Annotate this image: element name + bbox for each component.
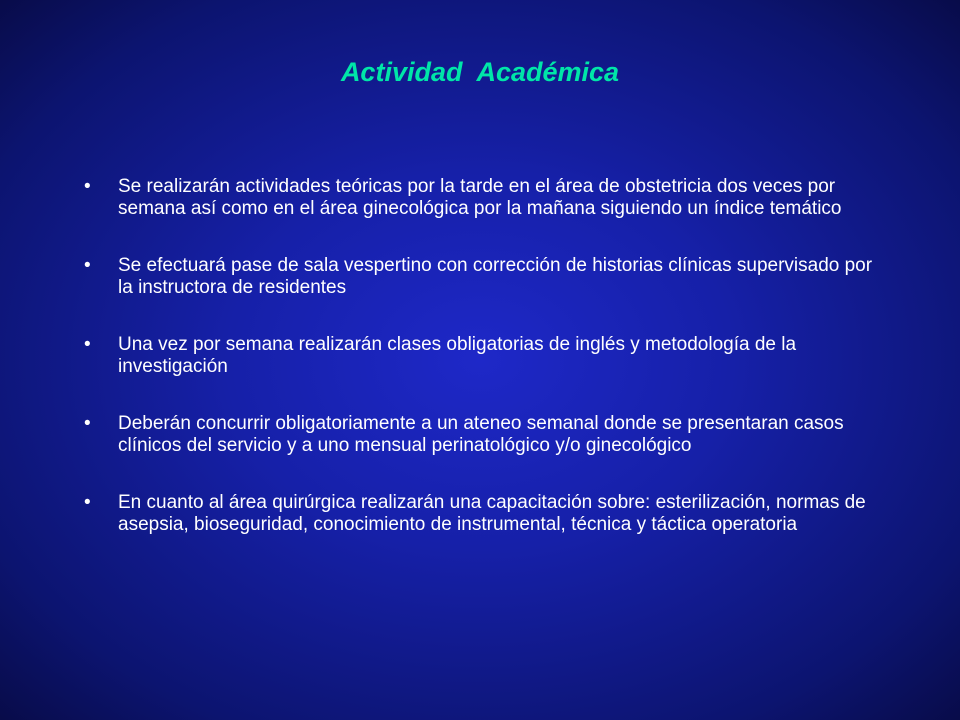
- bullet-item-4: [84, 413, 884, 457]
- bullet-text: Deberán concurrir obligatoriamente a un ateneo semanal donde se presentaran casos clínicos del servicio y a uno mensual perinatológico y/o ginecológico: [118, 413, 844, 456]
- bullet-dot-icon: •: [84, 255, 91, 276]
- bullet-text: Una vez por semana realizarán clases obligatorias de inglés y metodología de la investigación: [118, 334, 797, 377]
- bullet-item-1: [84, 176, 884, 220]
- bullet-dot-icon: •: [84, 334, 91, 355]
- bullet-list: [84, 176, 884, 571]
- bullet-item-5: [84, 492, 884, 536]
- bullet-item-2: [84, 255, 884, 299]
- bullet-text: En cuanto al área quirúrgica realizarán una capacitación sobre: esterilización, normas de asepsia, bioseguridad, conocimiento de instrumental, técnica y táctica operatoria: [118, 492, 866, 535]
- slide-title: Actividad Académica: [340, 57, 620, 87]
- bullet-dot-icon: •: [84, 176, 91, 197]
- bullet-dot-icon: •: [84, 492, 91, 513]
- bullet-text: Se efectuará pase de sala vespertino con corrección de historias clínicas supervisado por la instructora de residentes: [118, 255, 873, 298]
- bullet-item-3: [84, 334, 884, 378]
- bullet-dot-icon: •: [84, 413, 91, 434]
- bullet-text: Se realizarán actividades teóricas por la tarde en el área de obstetricia dos veces por semana así como en el área ginecológica por la mañana siguiendo un índice temático: [118, 176, 842, 219]
